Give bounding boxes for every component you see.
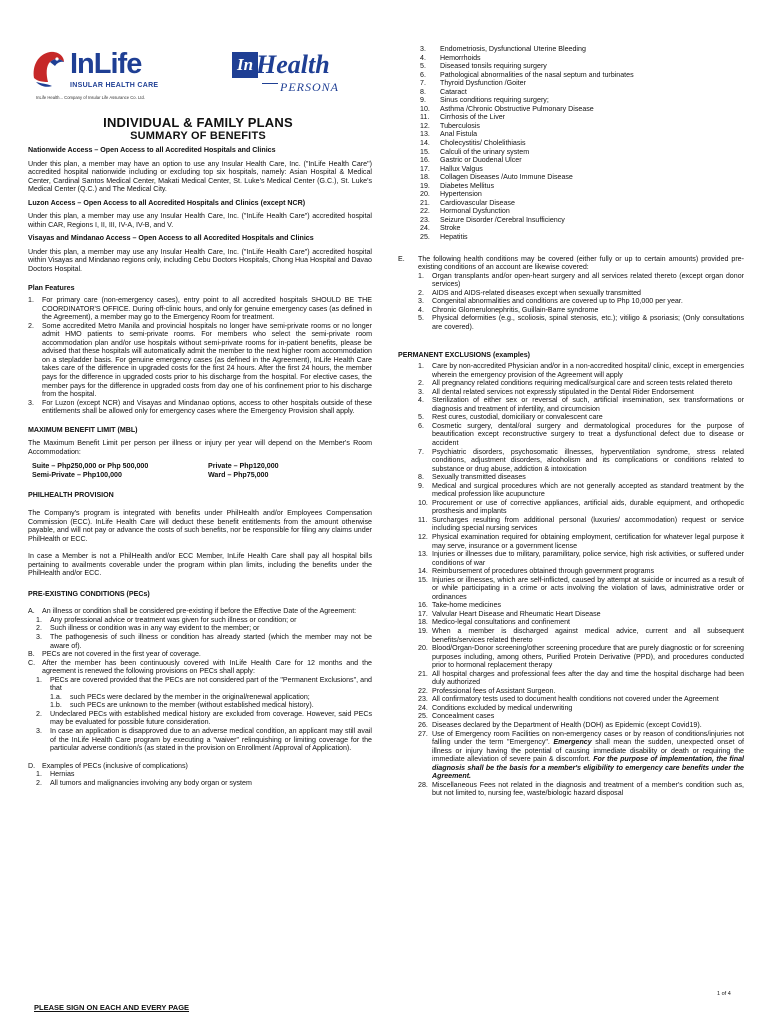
list-item: 1.b. such PECs are unknown to the member (without established medical history). (50, 701, 314, 710)
mbl-semi-private: Semi-Private – Php100,000 (32, 471, 122, 480)
list-item: 22. Hormonal Dysfunction (420, 207, 510, 216)
list-item: 11. Cirrhosis of the Liver (420, 113, 506, 122)
page-number: 1 of 4 (717, 991, 731, 997)
list-item: 28. Miscellaneous Fees not related in the diagnosis and treatment of a member's condition such as, but not limited to, nursing fee, waste/biologic hazard disposal (418, 780, 744, 798)
list-item: 20. Hypertension (420, 190, 482, 199)
list-item: 13. Injuries or illnesses due to military, paramilitary, police service, high risk activities, or suffered under conditions of war (418, 550, 744, 567)
philhealth-text-2: In case a Member is not a PhilHealth and/or ECC Member, InLife Health Care shall pay all hospital bills pertaining to availments coverable under the program within plan limits, including the benefits under the PhilHealth and/or ECC. (28, 552, 372, 578)
list-item: 4. Sterilization of either sex or reversal of such, artificial insemination, sex transformations or diagnosis and treatment of infertility, and circumcision (418, 396, 744, 413)
inlife-subtitle: INSULAR HEALTH CARE (70, 82, 159, 89)
list-item: A. An illness or condition shall be considered pre-existing if before the Effective Date of the Agreement: (28, 607, 357, 616)
list-item: 1. For primary care (non-emergency cases), entry point to all accredited hospitals SHOULD BE THE COORDINATOR'S OFFICE. During off-clinic hours, and only for genuine emergency cases (as defined in the Agreement), a member may go to the Emergency Room for treatment. (28, 296, 372, 322)
list-item: 16. Gastric or Duodenal Ulcer (420, 156, 522, 165)
list-item: 6. Pathological abnormalities of the nasal septum and turbinates (420, 70, 634, 79)
list-item: 14. Cholecystitis/ Cholelithiasis (420, 139, 526, 148)
list-item: 5. Rest cures, custodial, domiciliary or convalescent care (418, 413, 603, 422)
list-item: 23. Seizure Disorder /Cerebral Insufficiency (420, 215, 565, 224)
list-item: D. Examples of PECs (inclusive of complications) (28, 761, 188, 770)
pec-examples-continued (398, 45, 744, 242)
list-item: C. After the member has been continuously covered with InLife Health Care for 12 months and the agreement is renewed the following provisions on PECs shall apply: (28, 658, 372, 676)
nationwide-text: Under this plan, a member may have an option to use any Insular Health Care, Inc. ("InLife Health Care") accredited hospital nationwide including or excluding top six hospitals, namely: Asian Hospital & Medical Center, Cardinal Santos Medical Center, Makati Medical Center, St. Luke's Medical Center (G.C.), St. Luke's Medical Center (Q.C.) and The Medical City. (28, 159, 372, 194)
list-item: 9. Sinus conditions requiring surgery; (420, 96, 549, 105)
persona-word: PERSONA (280, 80, 339, 94)
list-item: 2. All tumors and malignancies involving any body organ or system (36, 778, 252, 787)
list-item: 4. Hemorrhoids (420, 53, 481, 62)
list-item: 1. Any professional advice or treatment was given for such illness or condition; or (36, 615, 297, 624)
list-item: 19. When a member is discharged against medical advice, current and all subsequent benefits/services related thereto (418, 627, 744, 644)
list-item: 11. Surcharges resulting from additional personal (luxuries/ accommodation) request or service including special nursing services (418, 515, 744, 533)
mbl-heading: MAXIMUM BENEFIT LIMIT (MBL) (28, 425, 138, 434)
list-item: 1. PECs are covered provided that the PECs are not considered part of the "Permanent Exclusions", and that (36, 675, 372, 693)
list-item: 24. Stroke (420, 224, 461, 233)
eagle-icon (30, 48, 66, 90)
list-item: 3. Congenital abnormalities and conditions are covered up to Php 10,000 per year. (418, 297, 683, 306)
list-item: 9. Medical and surgical procedures which are not generally accepted as standard treatment by the medical profession like acupuncture (418, 481, 744, 499)
list-item: 15. Calculi of the urinary system (420, 147, 530, 156)
philhealth-heading: PHILHEALTH PROVISION (28, 491, 114, 500)
list-item: 12. Tuberculosis (420, 121, 480, 130)
list-item: 8. Cataract (420, 87, 467, 96)
list-item: 3. All dental related services not expressly stipulated in the Dental Rider Endorsement (418, 387, 694, 396)
list-item: 27. Use of Emergency room Facilities on non-emergency cases or by reason of conditions/injuries not falling under the term "Emergency". Emergency shall mean the sudden, unexpected onset of illness or injury having the potential of causing immediate disability or death or requiring the immediate alleviation of severe pain & discomfort. For the purpose of implementation, the final diagnosis shall be the basis for a member's eligibility to emergency care benefits under the Agreement. (418, 729, 745, 781)
list-item: 1. Care by non-accredited Physician and/or in a non-accredited hospital/ clinic, except in emergencies wherein the emergency provision of the Agreement will apply (418, 362, 744, 379)
luzon-heading: Luzon Access – Open Access to all Accredited Hospitals and Clinics (except NCR) (28, 198, 306, 207)
permanent-exclusions-heading: PERMANENT EXCLUSIONS (examples) (398, 350, 531, 359)
left-column (28, 146, 372, 787)
plan-features-list (28, 296, 372, 416)
list-item: 8. Sexually transmitted diseases (418, 473, 526, 482)
logo-divider (262, 83, 278, 84)
list-item: 19. Diabetes Mellitus (420, 181, 495, 190)
list-item: 14. Reimbursement of procedures obtained through government programs (418, 567, 654, 576)
inlife-brand-text: InLife (70, 48, 142, 80)
list-item: 22. Professional fees of Assistant Surgeon. (418, 686, 556, 695)
list-item: 1. Organ transplants and/or open-heart surgery and all services related thereto (except organ donor services) (418, 271, 744, 289)
sign-notice: PLEASE SIGN ON EACH AND EVERY PAGE (34, 1003, 190, 1012)
list-item: 3. The pathogenesis of such illness or condition has already started (which the member may not be aware of). (36, 632, 372, 650)
page-title: INDIVIDUAL & FAMILY PLANS (103, 115, 293, 130)
list-item: 23. All confirmatory tests used to document health conditions not covered under the Agreement (418, 695, 719, 704)
list-item: 12. Physical examination required for obtaining employment, certification for whatever legal purpose it may serve, insurance or a government license (418, 532, 744, 550)
list-item: 7. Psychiatric disorders, psychosomatic illnesses, hyperventilation syndrome, stress related conditions, adjustment disorders, alcoholism and its complications or conditions related to substance or drug abuse, addiction & intoxication (418, 447, 744, 473)
right-column (398, 45, 744, 798)
page-subtitle: SUMMARY OF BENEFITS (130, 130, 266, 142)
list-item: 1.a. such PECs were declared by the member in the original/renewal application; (50, 692, 310, 701)
inhealth-persona-logo (232, 52, 372, 98)
list-item: 10. Procurement or use of corrective appliances, artificial aids, durable equipment, and orthopedic prosthesis and implants (418, 498, 744, 516)
philhealth-text-1: The Company's program is integrated with benefits under PhilHealth and/or Employees Compensation Commission (ECC). InLife Health Care will deduct these benefit entitlements from the amount otherwise payable, and will not pay or advance the costs of such benefits, nor be responsible for filing any claims under PhilHealth or ECC. (28, 508, 372, 543)
list-item: 6. Cosmetic surgery, dental/oral surgery and dermatological procedures for the purpose of beautification except reconstructive surgery to treat a dysfunctional defect due to disease or accident (418, 421, 744, 447)
list-item: 4. Chronic Glomerulonephritis, Guillain-Barre syndrome (418, 305, 599, 314)
plan-features-heading: Plan Features (28, 283, 75, 292)
mbl-text: The Maximum Benefit Limit per person per illness or injury per year will depend on the Member's Room Accommodation: (28, 439, 372, 456)
list-item: 7. Thyroid Dysfunction /Goiter (420, 79, 526, 88)
list-item: 1. Hernias (36, 770, 75, 779)
inhealth-word: Health (256, 50, 330, 79)
list-item: 21. Cardiovascular Disease (420, 198, 515, 207)
mbl-private: Private – Php120,000 (208, 462, 279, 471)
list-item: 2. AIDS and AIDS-related diseases except when sexually transmitted (418, 288, 641, 297)
list-item: 16. Take-home medicines (418, 601, 501, 610)
list-item: 20. Blood/Organ-Donor screening/other screening procedure that are purely diagnostic or for screening purposes including, among others, Purified Protein Derivative (PPD), and procedures conducted prior to hormonal replacement therapy (418, 644, 744, 670)
list-item: 2. All pregnancy related conditions requiring medical/surgical care and screen tests related thereto (418, 379, 733, 388)
pec-heading: PRE-EXISTING CONDITIONS (PECs) (28, 589, 150, 598)
list-item: 10. Asthma /Chronic Obstructive Pulmonary Disease (420, 104, 594, 113)
list-item: 17. Hallux Valgus (420, 164, 483, 173)
list-item: 3. For Luzon (except NCR) and Visayas and Mindanao options, access to other hospitals outside of these entitlements shall be allowed only for emergency cases where the Emergency Provision shall apply. (28, 398, 372, 416)
list-item: 13. Anal Fistula (420, 130, 478, 139)
list-item: 2. Some accredited Metro Manila and provincial hospitals no longer have semi-private rooms or no longer admit HMO patients to semi-private rooms. For members who select the semi-private room accommodation plan and/or use hospitals without semi-private rooms for in-patient benefits, please be advised that these hospitals will automatically admit the member to the next higher room accommodation on a stepladder basis. For genuine emergency cases (as defined in the Agreement), InLife Health Care takes care of the difference in upgraded costs for the first 24 hours. After the first 24 hours, the member pays for the difference in upgraded costs prior to his discharge from the hospital. For elective cases, the member pays for the difference in upgraded costs from day one of his confinement prior to his discharge from the hospital. (28, 321, 372, 399)
list-item: 18. Medico-legal consultations and confinement (418, 618, 571, 627)
permanent-exclusions-list (398, 362, 744, 730)
pec-e-list (398, 272, 744, 332)
pec-list (28, 607, 372, 787)
list-item: E. The following health conditions may be covered (either fully or up to certain amounts) provided pre-existing conditions of an account are likewise covered: (398, 254, 744, 272)
list-item: 25. Concealment cases (418, 712, 495, 721)
list-item: 25. Hepatitis (420, 233, 468, 242)
list-item: 3. In case an application is disapproved due to an adverse medical condition, an applicant may still avail of the InLife Health Care program by executing a "waiver" relinquishing or limiting coverage for the particular adverse condition/s (as stated in the provision on Enrollment /Approval of Application). (36, 726, 372, 753)
list-item: 2. Undeclared PECs with established medical history are excluded from coverage. However, said PECs may be evaluated for possible future consideration. (36, 709, 372, 727)
list-item: B. PECs are not covered in the first year of coverage. (28, 650, 201, 659)
luzon-text: Under this plan, a member may use any Insular Health Care, Inc. ("InLife Health Care") accredited hospital within CAR, Regions I, II, III, IV-A, IV-B, and V. (28, 212, 372, 229)
visayas-heading: Visayas and Mindanao Access – Open Access to all Accredited Hospitals and Clinics (28, 234, 314, 243)
list-item: 17. Valvular Heart Disease and Rheumatic Heart Disease (418, 609, 601, 618)
inlife-tagline: InLife Health... Company of Insular Life Assurance Co. Ltd. (36, 95, 145, 100)
list-item: 15. Injuries or illnesses, which are self-inflicted, caused by attempt at suicide or incurred as a result of or while participating in a crime or acts involving the violation of laws, administrative order or ordinances (418, 575, 744, 601)
list-item: 2. Such illness or condition was in any way evident to the member; or (36, 624, 260, 633)
list-item: 21. All hospital charges and professional fees after the day and time the hospital discharge had been duly authorized (418, 669, 744, 687)
mbl-suite: Suite – Php250,000 or Php 500,000 (32, 462, 149, 471)
visayas-text: Under this plan, a member may use any Insular Health Care, Inc. ("InLife Health Care") accredited hospital within Visayas and Mindanao regions only, including Cebu Doctors Hospitals, Chong Hua Hospital and Davao Doctors Hospital. (28, 247, 372, 274)
list-item: 18. Collagen Diseases /Auto Immune Disease (420, 173, 573, 182)
list-item: 24. Conditions excluded by medical underwriting (418, 703, 573, 712)
list-item: 3. Endometriosis, Dysfunctional Uterine Bleeding (420, 45, 586, 53)
list-item: 5. Diseased tonsils requiring surgery (420, 62, 547, 71)
mbl-table (28, 462, 372, 480)
nationwide-heading: Nationwide Access – Open Access to all Accredited Hospitals and Clinics (28, 146, 276, 154)
list-item: 5. Physical deformities (e.g., scoliosis, spinal stenosis, etc.); vitiligo & psoriasis; (Only consultations are covered). (418, 314, 744, 331)
list-item: 26. Diseases declared by the Department of Health (DOH) as Epidemic (except Covid19). (418, 721, 702, 730)
inhealth-box: In (232, 52, 258, 78)
mbl-ward: Ward – Php75,000 (208, 471, 269, 480)
inlife-logo (30, 44, 180, 100)
